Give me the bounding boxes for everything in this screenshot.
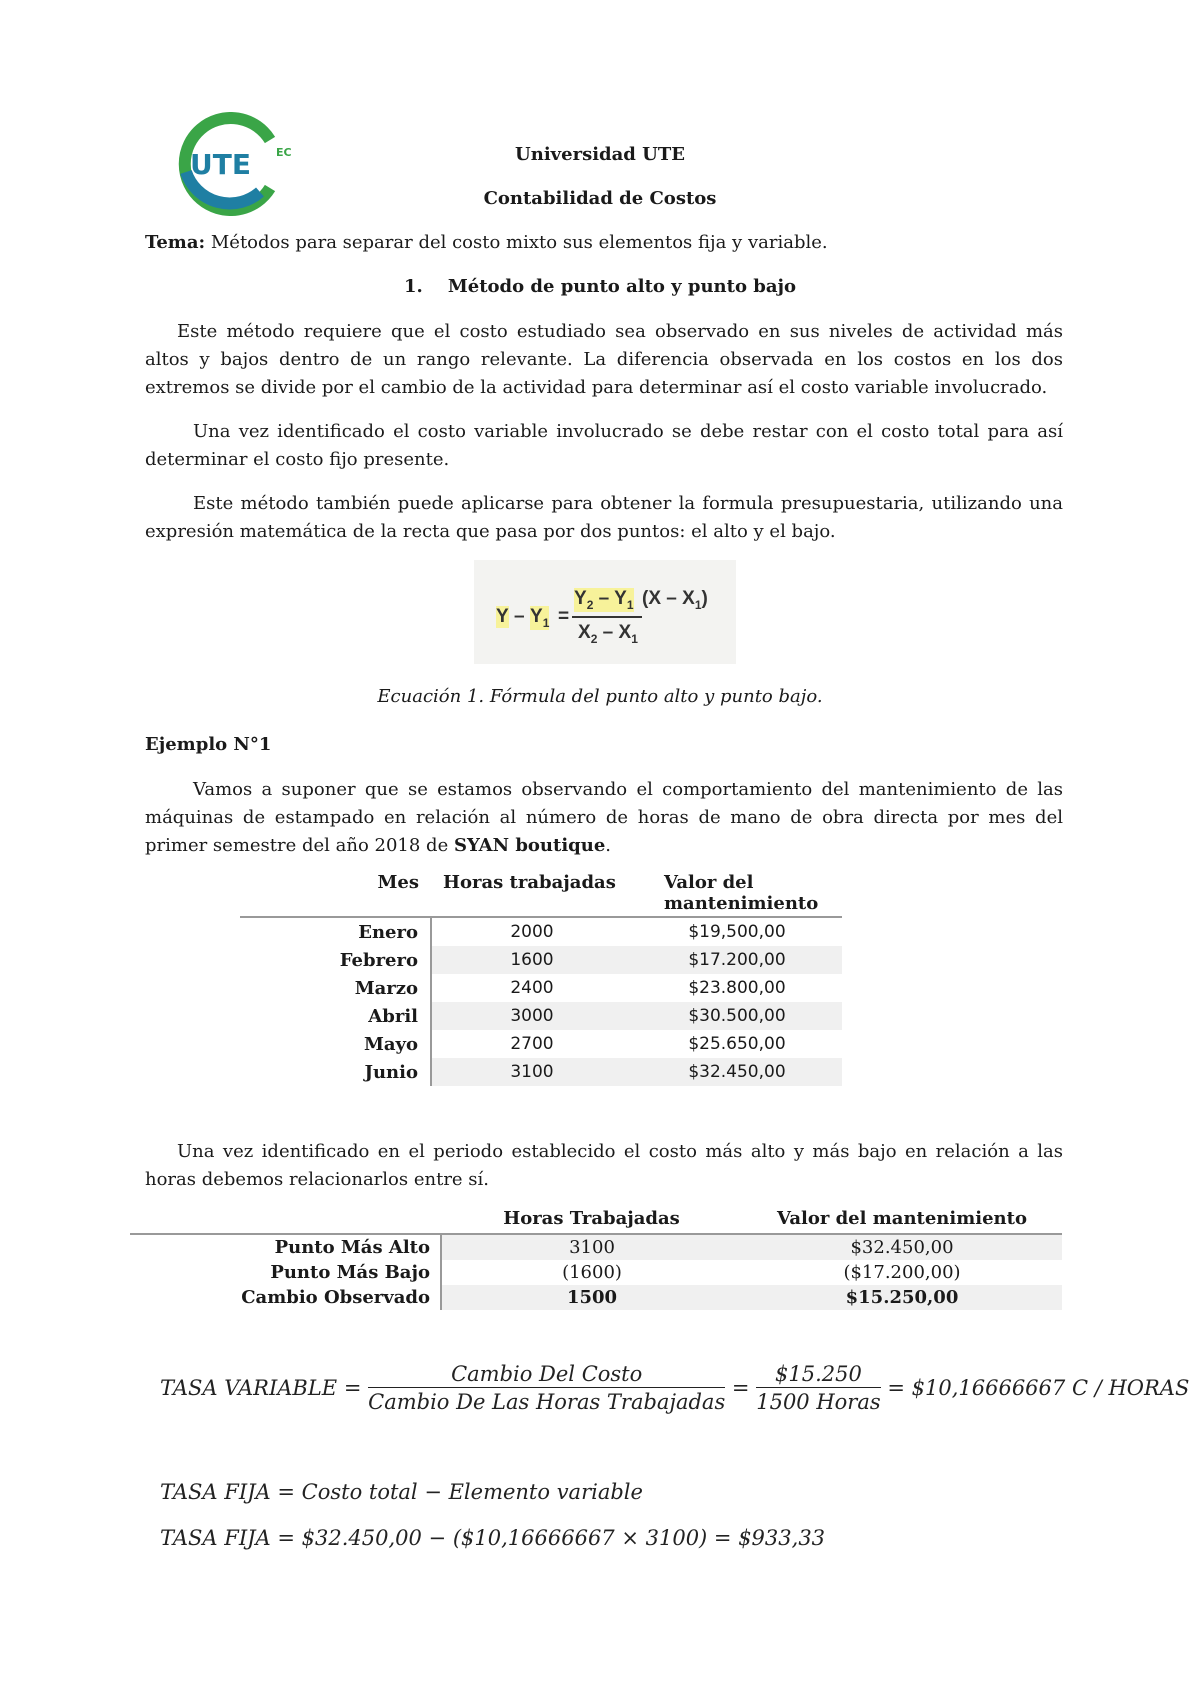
tasa-fija-definition: TASA FIJA = Costo total − Elemento variable: [160, 1480, 643, 1504]
cell-horas: (1600): [562, 1262, 622, 1283]
paragraph-1: Este método requiere que el costo estudiado sea observado en sus niveles de actividad más altos y bajos dentro de un rango relevante. La diferencia observada en los costos en los dos extremos se divide por el cambio de la actividad para determinar así el costo variable involucrado.: [145, 321, 1063, 398]
equals-sign: =: [343, 1376, 362, 1400]
cell-horas: 2700: [510, 1034, 554, 1054]
cell-mes: Febrero: [240, 946, 431, 974]
cell-valor: $30.500,00: [632, 1002, 842, 1030]
tasa-variable-formula: [160, 1362, 1189, 1414]
cell-horas: 2000: [510, 922, 554, 942]
tema-label: Tema:: [145, 232, 206, 253]
section-title-text: Método de punto alto y punto bajo: [447, 276, 796, 297]
example-text: Vamos a suponer que se estamos observando el comportamiento del mantenimiento de las máquinas de estampado en relación al número de horas de mano de obra directa por mes del primer semestre del año 2018 de: [145, 779, 1063, 856]
fraction-2: [756, 1362, 880, 1414]
cell-valor: $32.450,00: [742, 1234, 1062, 1260]
cell-valor: ($17.200,00): [843, 1262, 961, 1283]
cell-mes: Abril: [240, 1002, 431, 1030]
cell-horas: 2400: [510, 978, 554, 998]
tasa-variable-result: $10,16666667 C / HORAS: [911, 1376, 1190, 1400]
table-row: [240, 974, 842, 1002]
cell-valor: $17.200,00: [632, 946, 842, 974]
example-paragraph: [145, 776, 1063, 860]
tasa-variable-label: TASA VARIABLE: [160, 1376, 338, 1400]
col-header-horas: Horas Trabajadas: [441, 1208, 742, 1234]
table-row: [130, 1234, 1062, 1260]
section-title: [0, 276, 1200, 297]
company-name: SYAN boutique: [453, 835, 606, 856]
cell-valor: $19,500,00: [688, 922, 786, 942]
fraction-1-numerator: Cambio Del Costo: [368, 1362, 725, 1388]
cell-mes: Mayo: [240, 1030, 431, 1058]
table-row: [240, 918, 842, 946]
fraction-2-denominator: 1500 Horas: [756, 1390, 881, 1414]
cell-label: Cambio Observado: [130, 1285, 441, 1310]
cell-mes: Enero: [240, 918, 431, 946]
col-header-horas: Horas trabajadas: [443, 872, 616, 893]
equals-sign: =: [731, 1376, 750, 1400]
cell-horas: 3100: [431, 1058, 632, 1086]
table-row: [130, 1285, 1062, 1310]
tasa-fija-calculation: TASA FIJA = $32.450,00 − ($10,16666667 × 3100) = $933,33: [160, 1526, 826, 1550]
example-title: Ejemplo N°1: [145, 734, 272, 755]
cell-horas: 1500: [441, 1285, 742, 1310]
table-row: [240, 946, 842, 974]
cell-mes: Marzo: [240, 974, 431, 1002]
tema-line: [145, 232, 1063, 253]
comparison-table: [130, 1208, 1062, 1310]
course-title: Contabilidad de Costos: [483, 188, 717, 209]
fraction-2-numerator: $15.250: [756, 1362, 880, 1388]
paragraph-3: Este método también puede aplicarse para obtener la formula presupuestaria, utilizando una expresión matemática de la recta que pasa por dos puntos: el alto y el bajo.: [145, 493, 1063, 542]
col-header-empty: [130, 1208, 441, 1234]
logo-suffix: EC: [276, 146, 292, 159]
equals-sign: =: [887, 1376, 905, 1400]
table-row: [240, 1030, 842, 1058]
cell-horas: 3100: [441, 1234, 742, 1260]
paragraph-4: Una vez identificado en el periodo establecido el costo más alto y más bajo en relación a las horas debemos relacionarlos entre sí.: [145, 1141, 1063, 1190]
cell-valor: $25.650,00: [688, 1034, 786, 1054]
tema-text: Métodos para separar del costo mixto sus elementos fija y variable.: [205, 232, 828, 253]
university-title: Universidad UTE: [515, 144, 685, 165]
fraction-1-denominator: Cambio De Las Horas Trabajadas: [368, 1390, 726, 1414]
table-row: [240, 1002, 842, 1030]
col-header-mes: Mes: [377, 872, 419, 893]
fraction-1: [368, 1362, 725, 1414]
example-text-end: .: [605, 835, 612, 856]
cell-horas: 3000: [431, 1002, 632, 1030]
cell-valor: $32.450,00: [632, 1058, 842, 1086]
table-row: [240, 1058, 842, 1086]
col-header-valor: Valor del mantenimiento: [664, 872, 819, 914]
paragraph-2: Una vez identificado el costo variable involucrado se debe restar con el costo total para así determinar el costo fijo presente.: [145, 421, 1063, 470]
logo-text: UTE: [190, 148, 251, 181]
cell-mes: Junio: [240, 1058, 431, 1086]
col-header-valor: Valor del mantenimiento: [742, 1208, 1062, 1234]
section-number: 1.: [403, 276, 423, 297]
cell-horas: 1600: [431, 946, 632, 974]
cell-label: Punto Más Bajo: [130, 1260, 441, 1285]
cell-valor: $15.250,00: [742, 1285, 1062, 1310]
table-row: [130, 1260, 1062, 1285]
monthly-table: [240, 872, 842, 1086]
formula-image: Y – $Y_1$ = $Y_2 - Y_1$ $(X - X_1)$ $X_2 - X_1$: [474, 560, 736, 664]
cell-valor: $23.800,00: [688, 978, 786, 998]
cell-label: Punto Más Alto: [130, 1234, 441, 1260]
equation-caption: Ecuación 1. Fórmula del punto alto y punto bajo.: [377, 686, 823, 707]
